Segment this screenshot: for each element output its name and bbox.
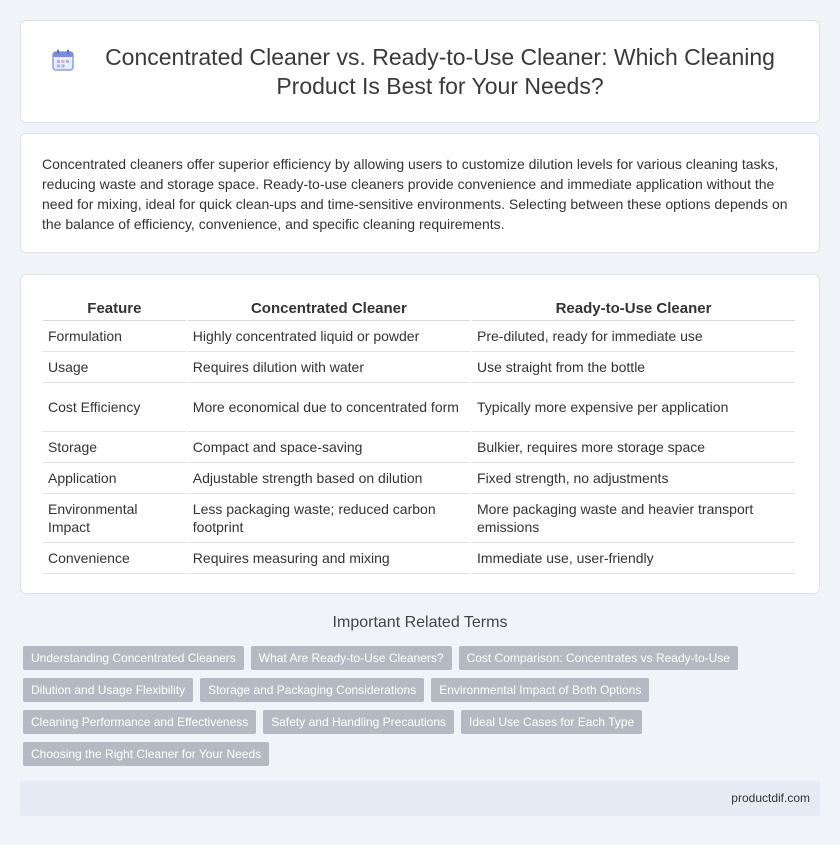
table-row xyxy=(43,321,795,352)
title-wrap xyxy=(50,43,790,101)
footer-site-link[interactable]: productdif.com xyxy=(731,791,810,805)
related-term-tag[interactable]: Ideal Use Cases for Each Type xyxy=(461,710,642,734)
table-cell: Storage xyxy=(43,432,186,463)
intro-card xyxy=(20,133,820,253)
table-cell: Formulation xyxy=(43,321,186,352)
comparison-card xyxy=(20,274,820,594)
table-cell: Immediate use, user-friendly xyxy=(472,543,795,574)
table-row xyxy=(43,352,795,383)
calendar-icon xyxy=(50,47,76,73)
related-term-tag[interactable]: Cost Comparison: Concentrates vs Ready-to-Use xyxy=(459,646,738,670)
related-terms-heading: Important Related Terms xyxy=(332,614,508,631)
table-cell: Pre-diluted, ready for immediate use xyxy=(472,321,795,352)
related-term-tag[interactable]: Choosing the Right Cleaner for Your Needs xyxy=(23,742,269,766)
intro-paragraph: Concentrated cleaners offer superior efficiency by allowing users to customize dilution levels for various cleaning tasks, reducing waste and storage space. Ready-to-use cleaners provide convenience and immediate application without the need for mixing, ideal for quick clean-ups and time-sensitive environments. Selecting between these options depends on the balance of efficiency, convenience, and specific cleaning requirements. xyxy=(42,156,788,232)
table-cell: Bulkier, requires more storage space xyxy=(472,432,795,463)
table-cell: Convenience xyxy=(43,543,186,574)
table-row xyxy=(43,494,795,543)
tag-row xyxy=(23,710,823,734)
related-term-tag[interactable]: Dilution and Usage Flexibility xyxy=(23,678,193,702)
table-row xyxy=(43,543,795,574)
table-cell: Fixed strength, no adjustments xyxy=(472,463,795,494)
tag-row xyxy=(23,678,823,702)
related-term-tag[interactable]: Environmental Impact of Both Options xyxy=(431,678,649,702)
page-title: Concentrated Cleaner vs. Ready-to-Use Cleaner: Which Cleaning Product Is Best for Your Needs? xyxy=(105,43,775,99)
table-cell: Application xyxy=(43,463,186,494)
table-cell: Environmental Impact xyxy=(43,494,186,543)
table-cell: Less packaging waste; reduced carbon footprint xyxy=(188,494,470,543)
header-feature: Feature xyxy=(43,295,186,321)
footer xyxy=(20,781,820,816)
table-cell: Use straight from the bottle xyxy=(472,352,795,383)
table-cell: Requires dilution with water xyxy=(188,352,470,383)
related-term-tag[interactable]: Safety and Handling Precautions xyxy=(263,710,454,734)
table-cell: Compact and space-saving xyxy=(188,432,470,463)
related-term-tag[interactable]: Cleaning Performance and Effectiveness xyxy=(23,710,256,734)
table-cell: Usage xyxy=(43,352,186,383)
tag-row xyxy=(23,742,823,766)
tag-row xyxy=(23,646,823,670)
related-term-tag[interactable]: Storage and Packaging Considerations xyxy=(200,678,424,702)
table-row xyxy=(43,383,795,432)
table-cell: More packaging waste and heavier transport emissions xyxy=(472,494,795,543)
table-cell: Cost Efficiency xyxy=(43,383,186,432)
title-card xyxy=(20,20,820,123)
comparison-table xyxy=(41,295,797,574)
related-term-tag[interactable]: What Are Ready-to-Use Cleaners? xyxy=(251,646,452,670)
table-cell: Typically more expensive per application xyxy=(472,383,795,432)
table-row xyxy=(43,463,795,494)
table-row xyxy=(43,432,795,463)
table-cell: Adjustable strength based on dilution xyxy=(188,463,470,494)
table-cell: Highly concentrated liquid or powder xyxy=(188,321,470,352)
table-header-row xyxy=(43,295,795,321)
table-cell: Requires measuring and mixing xyxy=(188,543,470,574)
header-concentrated: Concentrated Cleaner xyxy=(188,295,470,321)
header-ready-to-use: Ready-to-Use Cleaner xyxy=(472,295,795,321)
related-term-tag[interactable]: Understanding Concentrated Cleaners xyxy=(23,646,244,670)
table-cell: More economical due to concentrated form xyxy=(188,383,470,432)
related-terms-list xyxy=(23,646,823,774)
